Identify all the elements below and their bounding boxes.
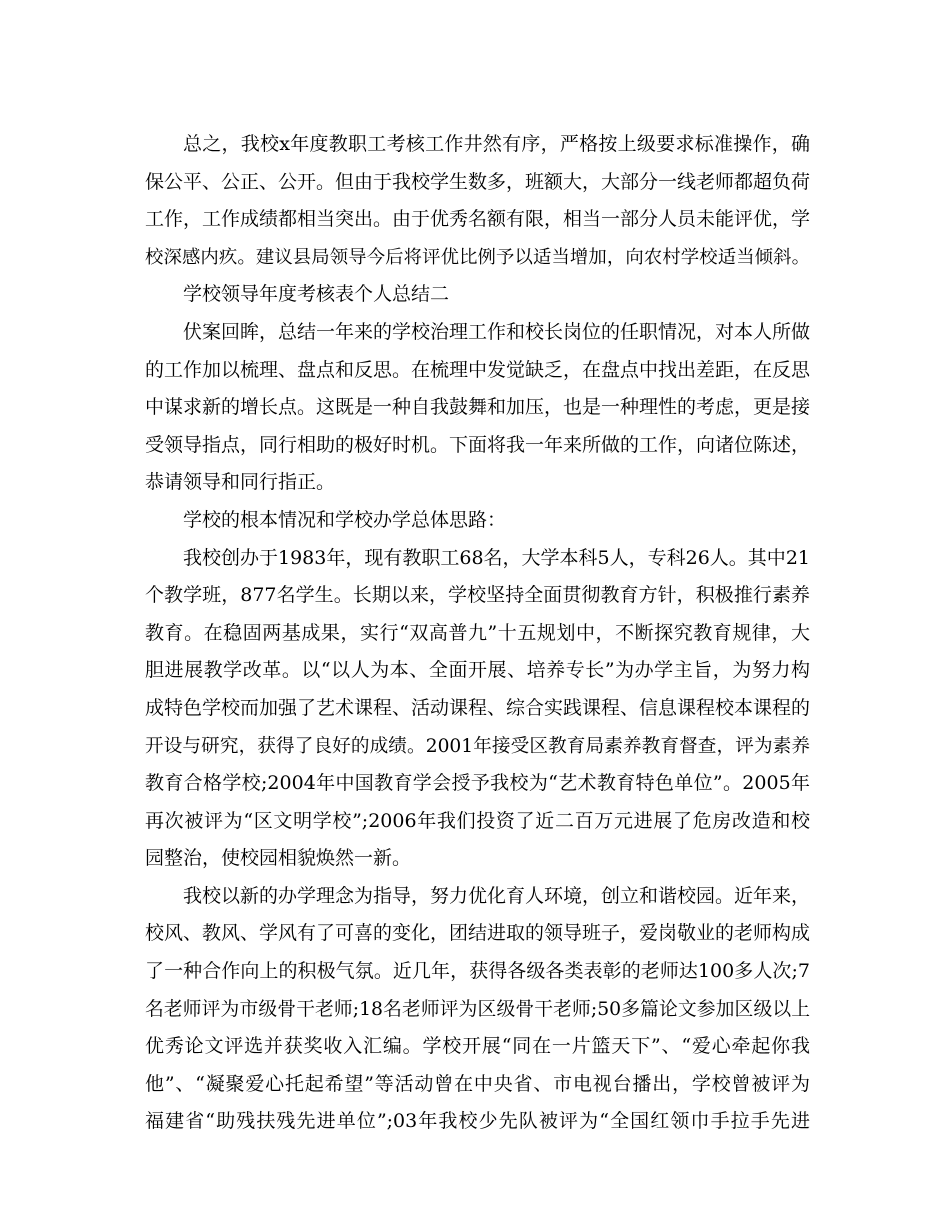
text-line: 的工作加以梳理、盘点和反思。在梳理中发觉缺乏，在盘点中找出差距，在反思: [145, 358, 811, 381]
text-line: 个教学班，877名学生。长期以来，学校坚持全面贯彻教育方针，积极推行素养: [145, 584, 810, 607]
text-line: 开设与研究，获得了良好的成绩。2001年接受区教育局素养教育督查，评为素养: [145, 735, 810, 757]
text-line: 中谋求新的增长点。这既是一种自我鼓舞和加压，也是一种理性的考虑，更是接: [145, 396, 811, 419]
text-line: 学校领导年度考核表个人总结二: [183, 283, 450, 306]
text-line: 园整治，使校园相貌焕然一新。: [145, 847, 412, 870]
text-line: 受领导指点，同行相助的极好时机。下面将我一年来所做的工作，向诸位陈述，: [145, 433, 811, 456]
text-line: 校深感内疚。建议县局领导今后将评优比例予以适当增加，向农村学校适当倾斜。: [145, 246, 810, 268]
text-line: 保公平、公正、公开。但由于我校学生数多，班额大，大部分一线老师都超负荷: [145, 170, 811, 193]
text-line: 了一种合作向上的积极气氛。近几年，获得各级各类表彰的老师达100多人次;7: [145, 960, 810, 983]
text-line: 福建省“助残扶残先进单位”;03年我校少先队被评为“全国红领巾手拉手先进: [145, 1110, 810, 1133]
document-body: [145, 126, 810, 1141]
text-line: 他”、“凝聚爱心托起希望”等活动曾在中央省、市电视台播出，学校曾被评为: [145, 1072, 810, 1095]
text-line: 成特色学校而加强了艺术课程、活动课程、综合实践课程、信息课程校本课程的: [145, 696, 811, 719]
text-line: 工作，工作成绩都相当突出。由于优秀名额有限，相当一部分人员未能评优，学: [145, 208, 811, 231]
text-line: 再次被评为“区文明学校”;2006年我们投资了近二百万元进展了危房改造和校: [145, 809, 810, 832]
text-line: 教育。在稳固两基成果，实行“双高普九”十五规划中，不断探究教育规律，大: [145, 621, 810, 644]
text-line: 我校以新的办学理念为指导，努力优化育人环境，创立和谐校园。近年来，: [183, 884, 811, 907]
text-line: 恭请领导和同行指正。: [145, 471, 336, 494]
text-line: 胆进展教学改革。以“以人为本、全面开展、培养专长”为办学主旨，为努力构: [145, 659, 810, 682]
text-line: 我校创办于1983年，现有教职工68名，大学本科5人，专科26人。其中21: [183, 546, 810, 569]
text-line: 名老师评为市级骨干老师;18名老师评为区级骨干老师;50多篇论文参加区级以上: [145, 998, 810, 1020]
text-line: 学校的根本情况和学校办学总体思路：: [183, 508, 507, 531]
text-line: 校风、教风、学风有了可喜的变化，团结进取的领导班子，爱岗敬业的老师构成: [145, 922, 811, 945]
text-line: 伏案回眸，总结一年来的学校治理工作和校长岗位的任职情况，对本人所做: [183, 320, 811, 343]
text-line: 总之，我校x年度教职工考核工作井然有序，严格按上级要求标准操作，确: [183, 133, 810, 155]
text-line: 教育合格学校;2004年中国教育学会授予我校为“艺术教育特色单位”。2005年: [145, 772, 810, 795]
text-line: 优秀论文评选并获奖收入汇编。学校开展“同在一片篮天下”、“爱心牵起你我: [145, 1035, 810, 1058]
